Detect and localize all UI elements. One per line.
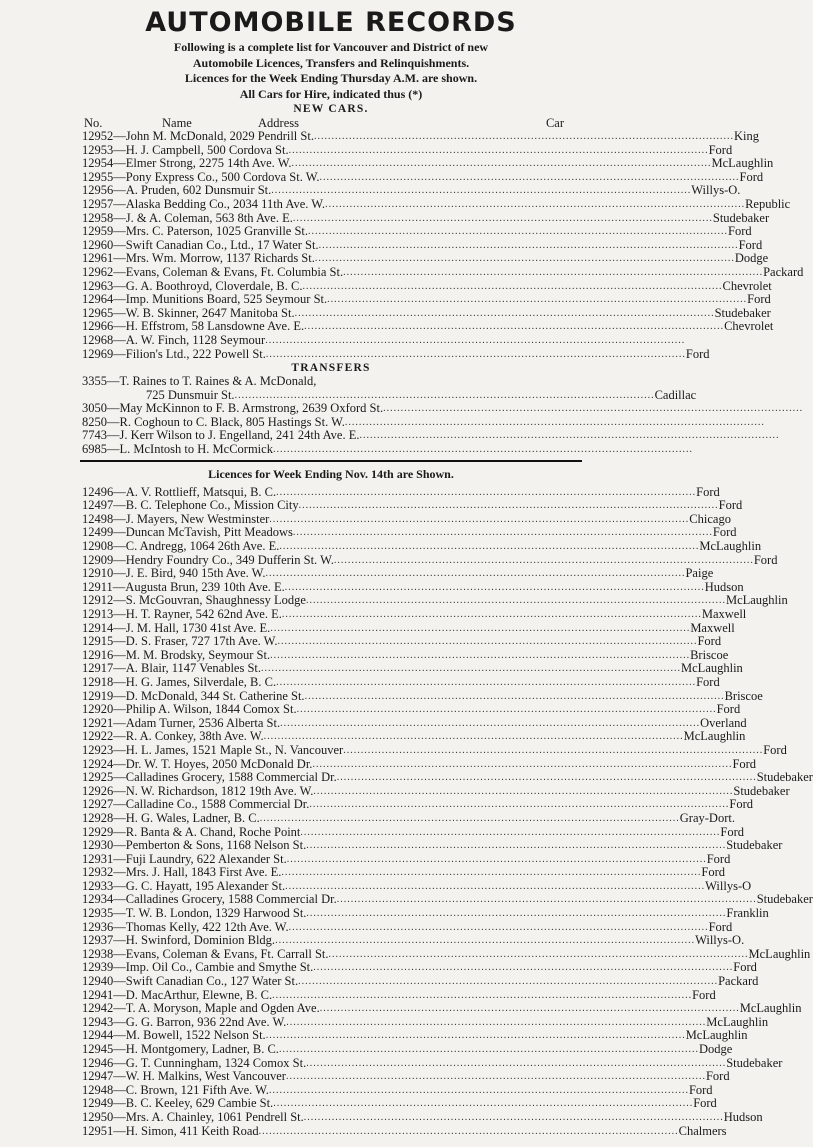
list-item — [82, 579, 744, 595]
car-make: Ford — [729, 797, 754, 812]
list-item — [82, 1042, 733, 1057]
list-item — [82, 742, 787, 758]
entry-text: 12922—R. A. Conkey, 38th Ave. W. — [82, 729, 264, 744]
entry-text: 12935—T. W. B. London, 1329 Harwood St. — [82, 906, 307, 921]
list-item — [82, 607, 747, 622]
car-make: Ford — [708, 919, 733, 934]
car-make: Dodge — [698, 1042, 733, 1056]
entry-text: 12959—Mrs. C. Paterson, 1025 Granville St. — [82, 224, 309, 239]
leader-dots: ........................................................................................................................ — [288, 921, 709, 933]
list-item — [82, 729, 746, 744]
leader-dots: ........................................................................................................................ — [265, 334, 686, 346]
list-item — [82, 783, 790, 799]
list-item — [82, 878, 752, 894]
list-item — [82, 566, 714, 581]
car-make: Ford — [718, 498, 743, 513]
car-make: Studebaker — [712, 210, 770, 225]
list-item — [80, 414, 765, 430]
leader-dots: ........................................................................................................................ — [333, 554, 754, 566]
car-make: Ford — [697, 634, 722, 649]
leader-dots: ........................................................................................................................ — [304, 321, 725, 333]
car-make: Gray-Dort. — [679, 810, 735, 825]
entry-text: 12969—Filion's Ltd., 222 Powell St. — [82, 346, 266, 361]
entry-text: 12913—H. T. Rayner, 542 62nd Ave. E. — [82, 607, 282, 621]
week-licences-list — [82, 484, 813, 1139]
entry-text: 12919—D. McDonald, 344 St. Catherine St. — [82, 688, 305, 703]
leader-dots: ........................................................................................................................ — [309, 799, 730, 811]
entry-text: 12941—D. MacArthur, Elewne, B. C. — [82, 987, 273, 1002]
entry-text: 12940—Swift Canadian Co., 127 Water St. — [82, 974, 299, 989]
transfers-heading: TRANSFERS — [291, 362, 371, 375]
list-item — [82, 715, 747, 731]
week-heading: Licences for Week Ending Nov. 14th are Shown. — [208, 466, 454, 481]
leader-dots: ........................................................................................................................ — [271, 185, 692, 197]
intro-line: Automobile Licences, Transfers and Relinquishments. — [192, 55, 470, 70]
entry-text: 12909—Hendry Foundry Co., 349 Dufferin St. W. — [82, 552, 334, 567]
entry-text: 725 Dunsmuir St. — [146, 387, 235, 402]
entry-text: 12912—S. McGouvran, Shaughnessy Lodge — [82, 593, 306, 608]
leader-dots: ........................................................................................................................ — [319, 171, 740, 183]
list-item — [82, 770, 813, 785]
leader-dots: ........................................................................................................................ — [269, 513, 690, 525]
leader-dots: ........................................................................................................................ — [328, 948, 749, 960]
list-item — [82, 647, 729, 663]
leader-dots: ........................................................................................................................ — [270, 649, 691, 661]
entry-text: 12915—D. S. Fraser, 727 17th Ave. W. — [82, 634, 278, 649]
leader-dots: ........................................................................................................................ — [318, 239, 739, 251]
list-item — [82, 305, 771, 321]
leader-dots: ........................................................................................................................ — [258, 1125, 679, 1137]
leader-dots: ........................................................................................................................ — [234, 389, 655, 401]
list-item — [80, 375, 580, 389]
list-item — [82, 810, 735, 826]
entry-text: 12924—Dr. W. T. Hoyes, 2050 McDonald Dr. — [82, 756, 313, 771]
entry-text: 12917—A. Blair, 1147 Venables St. — [82, 661, 262, 676]
leader-dots: ........................................................................................................................ — [284, 581, 705, 593]
car-make: McLaughlin — [711, 156, 774, 171]
car-make: Willys-O. — [691, 183, 741, 198]
entry-text: 12960—Swift Canadian Co., Ltd., 17 Water St. — [82, 237, 319, 252]
entry-text: 12951—H. Simon, 411 Keith Road — [82, 1123, 259, 1138]
entry-text: 12911—Augusta Brun, 239 10th Ave. E. — [82, 579, 285, 594]
entry-text: 12946—G. T. Cunningham, 1324 Comox St. — [82, 1055, 307, 1070]
entry-text: 12914—J. M. Hall, 1730 41st Ave. E. — [82, 620, 271, 635]
list-item — [80, 401, 804, 416]
list-item — [82, 634, 722, 649]
leader-dots: ........................................................................................................................ — [286, 1016, 707, 1028]
list-item — [82, 1014, 769, 1030]
page-title: AUTOMOBILE RECORDS — [145, 7, 517, 38]
leader-dots: ........................................................................................................................ — [285, 880, 706, 892]
car-make: Ford — [747, 292, 771, 307]
entry-text: 12910—J. E. Bird, 940 15th Ave. W. — [82, 566, 266, 581]
list-item — [82, 156, 774, 171]
entry-text: 12908—C. Andregg, 1064 26th Ave. E. — [82, 539, 280, 554]
list-item — [82, 292, 771, 307]
car-make: Ford — [738, 237, 763, 252]
car-make: McLaughlin — [683, 729, 746, 744]
entry-text: 12948—C. Brown, 121 Fifth Ave. W. — [82, 1082, 269, 1097]
entry-text: 12953—H. J. Campbell, 500 Cordova St. — [82, 142, 289, 157]
leader-dots: ........................................................................................................................ — [300, 826, 721, 838]
list-item — [80, 442, 693, 457]
entry-text: 12934—Calladines Grocery, 1588 Commercial Dr. — [82, 892, 337, 907]
list-item — [82, 906, 769, 921]
leader-dots: ........................................................................................................................ — [261, 663, 682, 675]
list-item — [82, 974, 759, 989]
entry-text: 12963—G. A. Boothroyd, Cloverdale, B. C. — [82, 278, 303, 293]
list-item — [82, 498, 743, 513]
leader-dots: ........................................................................................................................ — [272, 444, 693, 456]
car-make: Ford — [692, 987, 716, 1002]
leader-dots: ........................................................................................................................ — [303, 1111, 724, 1123]
list-item — [82, 674, 720, 690]
entry-text: 12943—G. G. Barron, 936 22nd Ave. W. — [82, 1014, 287, 1029]
leader-dots: ........................................................................................................................ — [270, 622, 691, 634]
leader-dots: ........................................................................................................................ — [273, 1098, 694, 1110]
leader-dots: ........................................................................................................................ — [296, 704, 717, 716]
intro-block — [82, 40, 580, 102]
column-name: Name — [162, 116, 192, 130]
list-item — [82, 933, 745, 948]
list-item — [82, 960, 757, 975]
list-item — [82, 1069, 730, 1084]
list-item — [82, 539, 762, 554]
leader-dots: ........................................................................................................................ — [313, 131, 734, 142]
car-make: Packard — [763, 264, 804, 279]
entry-text: 12955—Pony Express Co., 500 Cordova St. W. — [82, 169, 320, 184]
car-make: Ford — [712, 525, 737, 540]
car-make: McLaughlin — [725, 593, 788, 608]
entry-text: 8250—R. Coghoun to C. Black, 805 Hastings St. W. — [82, 414, 345, 429]
list-item — [82, 797, 754, 812]
list-item — [82, 525, 737, 540]
leader-dots: ........................................................................................................................ — [305, 595, 726, 607]
list-item — [82, 251, 769, 266]
car-make: Ford — [728, 224, 752, 239]
list-item — [82, 552, 778, 568]
car-make: Ford — [763, 742, 787, 757]
entry-text: 12958—J. & A. Coleman, 563 8th Ave. E. — [82, 210, 293, 225]
list-item — [82, 593, 788, 608]
leader-dots: ........................................................................................................................ — [265, 1030, 686, 1042]
entry-text: 12964—Imp. Munitions Board, 525 Seymour St. — [82, 292, 328, 307]
car-make: Overland — [700, 715, 747, 730]
leader-dots: ........................................................................................................................ — [286, 853, 707, 865]
entry-text: 12932—Mrs. J. Hall, 1843 First Ave. E. — [82, 865, 282, 880]
entry-text: 12968—A. W. Finch, 1128 Seymour — [82, 332, 266, 347]
list-item — [82, 210, 770, 226]
leader-dots: ........................................................................................................................ — [276, 676, 697, 688]
column-address: Address — [258, 116, 299, 130]
column-no: No. — [84, 116, 103, 130]
list-item — [82, 892, 813, 907]
list-item — [82, 661, 743, 676]
leader-dots: ........................................................................................................................ — [278, 1044, 699, 1055]
entry-text: 12956—A. Pruden, 602 Dunsmuir St. — [82, 183, 272, 198]
entry-text: 12930—Pemberton & Sons, 1168 Nelson St. — [82, 838, 307, 853]
entry-text: 6985—L. McIntosh to H. McCormick — [82, 442, 273, 457]
list-item — [82, 824, 745, 840]
entry-text: 12497—B. C. Telephone Co., Mission City — [82, 498, 299, 513]
leader-dots: ........................................................................................................................ — [272, 989, 693, 1001]
car-make: Willys-O — [705, 878, 752, 893]
leader-dots: ........................................................................................................................ — [277, 636, 698, 648]
new-cars-list — [82, 129, 804, 361]
entry-text: 12498—J. Mayers, New Westminster — [82, 511, 270, 526]
leader-dots: ........................................................................................................................ — [312, 758, 733, 770]
leader-dots: ........................................................................................................................ — [336, 894, 757, 906]
list-item — [82, 946, 811, 962]
car-make: Ford — [688, 1082, 713, 1097]
entry-text: 12942—T. A. Moryson, Maple and Ogden Ave. — [82, 1001, 320, 1016]
car-make: Ford — [739, 169, 764, 184]
car-make: Hudson — [723, 1109, 763, 1124]
list-item — [82, 1123, 727, 1139]
entry-text: 12965—W. B. Skinner, 2647 Manitoba St. — [82, 305, 295, 320]
list-item — [82, 484, 720, 500]
leader-dots: ........................................................................................................................ — [319, 1003, 740, 1015]
car-make: Studebaker — [726, 838, 783, 853]
list-item — [82, 129, 759, 144]
leader-dots: ........................................................................................................................ — [280, 717, 701, 729]
car-make: Studebaker — [756, 770, 813, 785]
car-make: Ford — [720, 824, 745, 839]
list-item — [82, 278, 772, 294]
entry-text: 12918—H. G. James, Silverdale, B. C. — [82, 674, 277, 689]
car-make: Cadillac — [654, 387, 697, 402]
car-make: Studebaker — [733, 783, 790, 798]
car-make: Chicago — [689, 511, 731, 526]
entry-text: 12944—M. Bowell, 1522 Nelson St. — [82, 1028, 266, 1043]
car-make: Briscoe — [690, 647, 729, 662]
list-item — [82, 1055, 783, 1071]
entry-text: 12920—Philip A. Wilson, 1844 Comox St. — [82, 702, 297, 717]
car-make: Maxwell — [690, 620, 735, 635]
leader-dots: ........................................................................................................................ — [259, 812, 680, 824]
entry-text: 12928—H. G. Wales, Ladner, B. C. — [82, 810, 260, 825]
list-item — [82, 169, 764, 185]
car-make: McLaughlin — [699, 539, 762, 554]
car-make: Packard — [718, 974, 759, 989]
leader-dots: ........................................................................................................................ — [268, 1084, 689, 1096]
entry-text: 12933—G. C. Hayatt, 195 Alexander St. — [82, 878, 286, 893]
entry-text: 12962—Evans, Coleman & Evans, Ft. Columbia St. — [82, 264, 344, 279]
car-make: Studebaker — [714, 305, 771, 320]
list-item — [82, 224, 752, 239]
list-item — [82, 196, 791, 212]
car-make: Ford — [685, 346, 710, 361]
entry-text: 12950—Mrs. A. Chainley, 1061 Pendrell St. — [82, 1109, 304, 1124]
entry-text: 12938—Evans, Coleman & Evans, Ft. Carrall St. — [82, 946, 329, 961]
car-make: Ford — [732, 756, 757, 771]
leader-dots: ........................................................................................................................ — [313, 962, 734, 974]
entry-text: 12927—Calladine Co., 1588 Commercial Dr. — [82, 797, 310, 812]
car-make: Ford — [708, 142, 733, 157]
car-make: Ford — [696, 674, 720, 689]
leader-dots: ........................................................................................................................ — [306, 908, 727, 920]
entry-text: 12936—Thomas Kelly, 422 12th Ave. W. — [82, 919, 289, 934]
leader-dots: ........................................................................................................................ — [291, 158, 712, 170]
entry-text: 7743—J. Kerr Wilson to J. Engelland, 241 24th Ave. E. — [82, 428, 360, 443]
list-item — [82, 851, 731, 867]
leader-dots: ........................................................................................................................ — [306, 840, 727, 852]
entry-text: 12499—Duncan McTavish, Pitt Meadows — [82, 525, 293, 540]
list-item — [82, 620, 735, 636]
entry-text: 12966—H. Effstrom, 58 Lansdowne Ave. E. — [82, 319, 305, 334]
entry-text: 12939—Imp. Oil Co., Cambie and Smythe St. — [82, 960, 314, 975]
leader-dots: ........................................................................................................................ — [281, 609, 702, 620]
car-make: McLaughlin — [685, 1028, 748, 1043]
car-make: Willys-O. — [695, 933, 745, 948]
entry-text: 12945—H. Montgomery, Ladner, B. C. — [82, 1042, 279, 1056]
leader-dots: ........................................................................................................................ — [281, 867, 702, 879]
car-make: Ford — [696, 484, 720, 499]
list-item — [80, 428, 780, 443]
car-make: King — [733, 129, 759, 143]
car-make: Hudson — [704, 579, 744, 594]
leader-dots: ........................................................................................................................ — [325, 198, 746, 210]
car-make: Chalmers — [678, 1123, 727, 1138]
entry-text: 12931—Fuji Laundry, 622 Alexander St. — [82, 851, 287, 866]
entry-text: 12926—N. W. Richardson, 1812 19th Ave. W. — [82, 783, 314, 798]
intro-line: All Cars for Hire, indicated thus (*) — [239, 86, 423, 101]
list-item — [82, 142, 733, 158]
leader-dots: ........................................................................................................................ — [327, 294, 748, 306]
list-item-continuation — [80, 387, 697, 403]
intro-line: Licences for the Week Ending Thursday A.M. are shown. — [184, 71, 478, 85]
entry-text: 3050—May McKinnon to F. B. Armstrong, 2639 Oxford St. — [82, 401, 384, 416]
car-make: Chevrolet — [722, 278, 772, 293]
transfers-list — [80, 374, 804, 457]
list-item — [82, 511, 731, 527]
leader-dots: ........................................................................................................................ — [292, 527, 713, 539]
entry-text: 12957—Alaska Bedding Co., 2034 11th Ave. W. — [82, 196, 326, 211]
list-item — [82, 756, 757, 772]
list-item — [82, 264, 804, 280]
car-make: McLaughlin — [681, 661, 743, 676]
car-make: Maxwell — [701, 607, 747, 621]
entry-text: 12961—Mrs. Wm. Morrow, 1137 Richards St. — [82, 251, 315, 266]
entry-text: 12947—W. H. Malkins, West Vancouver — [82, 1069, 286, 1084]
entry-text: 3355—T. Raines to T. Raines & A. McDonald, — [82, 374, 317, 389]
entry-text: 12916—M. M. Brodsky, Seymour St. — [82, 647, 271, 662]
list-item — [82, 865, 726, 880]
list-item — [82, 1109, 763, 1125]
list-item — [82, 1096, 717, 1111]
leader-dots: ........................................................................................................................ — [314, 253, 735, 265]
entry-text: 12923—H. L. James, 1521 Maple St., N. Vancouver — [82, 742, 344, 757]
car-make: McLaughlin — [748, 946, 811, 961]
entry-text: 12929—R. Banta & A. Chand, Roche Point — [82, 824, 301, 839]
leader-dots: ........................................................................................................................ — [336, 772, 757, 784]
leader-dots: ........................................................................................................................ — [308, 226, 729, 238]
car-make: Franklin — [726, 906, 769, 921]
car-make: McLaughlin — [706, 1014, 769, 1029]
leader-dots: ........................................................................................................................ — [306, 1057, 727, 1069]
list-item — [82, 838, 783, 853]
car-make: Ford — [701, 865, 726, 880]
section-divider — [80, 460, 582, 462]
column-car: Car — [545, 116, 564, 130]
car-make: McLaughlin — [739, 1001, 802, 1016]
entry-text: 12949—B. C. Keeley, 629 Cambie St. — [82, 1096, 274, 1111]
car-make: Republic — [745, 196, 791, 211]
leader-dots: ........................................................................................................................ — [285, 1071, 706, 1083]
leader-dots: ........................................................................................................................ — [359, 430, 780, 442]
new-cars-heading: NEW CARS. — [293, 103, 369, 115]
list-item — [82, 332, 686, 348]
leader-dots: ........................................................................................................................ — [275, 935, 696, 947]
leader-dots: ........................................................................................................................ — [288, 144, 709, 156]
car-make: Paige — [685, 566, 714, 581]
leader-dots: ........................................................................................................................ — [344, 416, 765, 428]
entry-text: 12952—John M. McDonald, 2029 Pendrill St. — [82, 129, 314, 143]
list-item — [82, 183, 741, 198]
leader-dots: ........................................................................................................................ — [343, 744, 764, 756]
list-item — [82, 237, 763, 253]
leader-dots: ........................................................................................................................ — [292, 212, 713, 224]
entry-text: 12921—Adam Turner, 2536 Alberta St. — [82, 715, 281, 730]
column-headers — [82, 116, 580, 130]
leader-dots: ........................................................................................................................ — [383, 403, 804, 415]
car-make: Ford — [693, 1096, 717, 1111]
car-make: Ford — [733, 960, 757, 975]
entry-text: 12925—Calladines Grocery, 1588 Commercial Dr. — [82, 770, 337, 785]
leader-dots: ........................................................................................................................ — [298, 500, 719, 512]
car-make: Studebaker — [756, 892, 813, 907]
leader-dots: ........................................................................................................................ — [263, 731, 684, 743]
leader-dots: ........................................................................................................................ — [294, 307, 715, 319]
car-make: Briscoe — [724, 688, 763, 703]
car-make: Ford — [706, 851, 731, 866]
list-item — [82, 346, 710, 362]
leader-dots: ........................................................................................................................ — [298, 976, 719, 988]
car-make: Chevrolet — [724, 319, 774, 334]
entry-text: 12954—Elmer Strong, 2275 14th Ave. W. — [82, 156, 292, 171]
list-item — [82, 1028, 748, 1043]
leader-dots: ........................................................................................................................ — [276, 486, 697, 498]
entry-text: 12937—H. Swinford, Dominion Bldg. — [82, 933, 276, 948]
list-item — [82, 688, 763, 704]
car-make: Dodge — [734, 251, 769, 266]
leader-dots: ........................................................................................................................ — [302, 280, 723, 292]
leader-dots: ........................................................................................................................ — [279, 541, 700, 553]
leader-dots: ........................................................................................................................ — [313, 785, 734, 797]
leader-dots — [316, 375, 580, 389]
entry-text: 12496—A. V. Rottlieff, Matsqui, B. C. — [82, 484, 277, 499]
list-item — [82, 919, 733, 935]
list-item — [82, 1082, 713, 1098]
leader-dots: ........................................................................................................................ — [304, 690, 725, 702]
leader-dots: ........................................................................................................................ — [265, 348, 686, 360]
list-item — [82, 987, 716, 1003]
car-make: Studebaker — [726, 1055, 783, 1070]
leader-dots: ........................................................................................................................ — [343, 266, 764, 278]
list-item — [82, 702, 741, 717]
car-make: Ford — [753, 552, 778, 567]
car-make: Ford — [716, 702, 741, 717]
car-make: Ford — [705, 1069, 730, 1084]
intro-line: Following is a complete list for Vancouver and District of new — [173, 40, 489, 54]
list-item — [82, 319, 774, 334]
leader-dots: ........................................................................................................................ — [265, 568, 686, 580]
list-item — [82, 1001, 802, 1016]
